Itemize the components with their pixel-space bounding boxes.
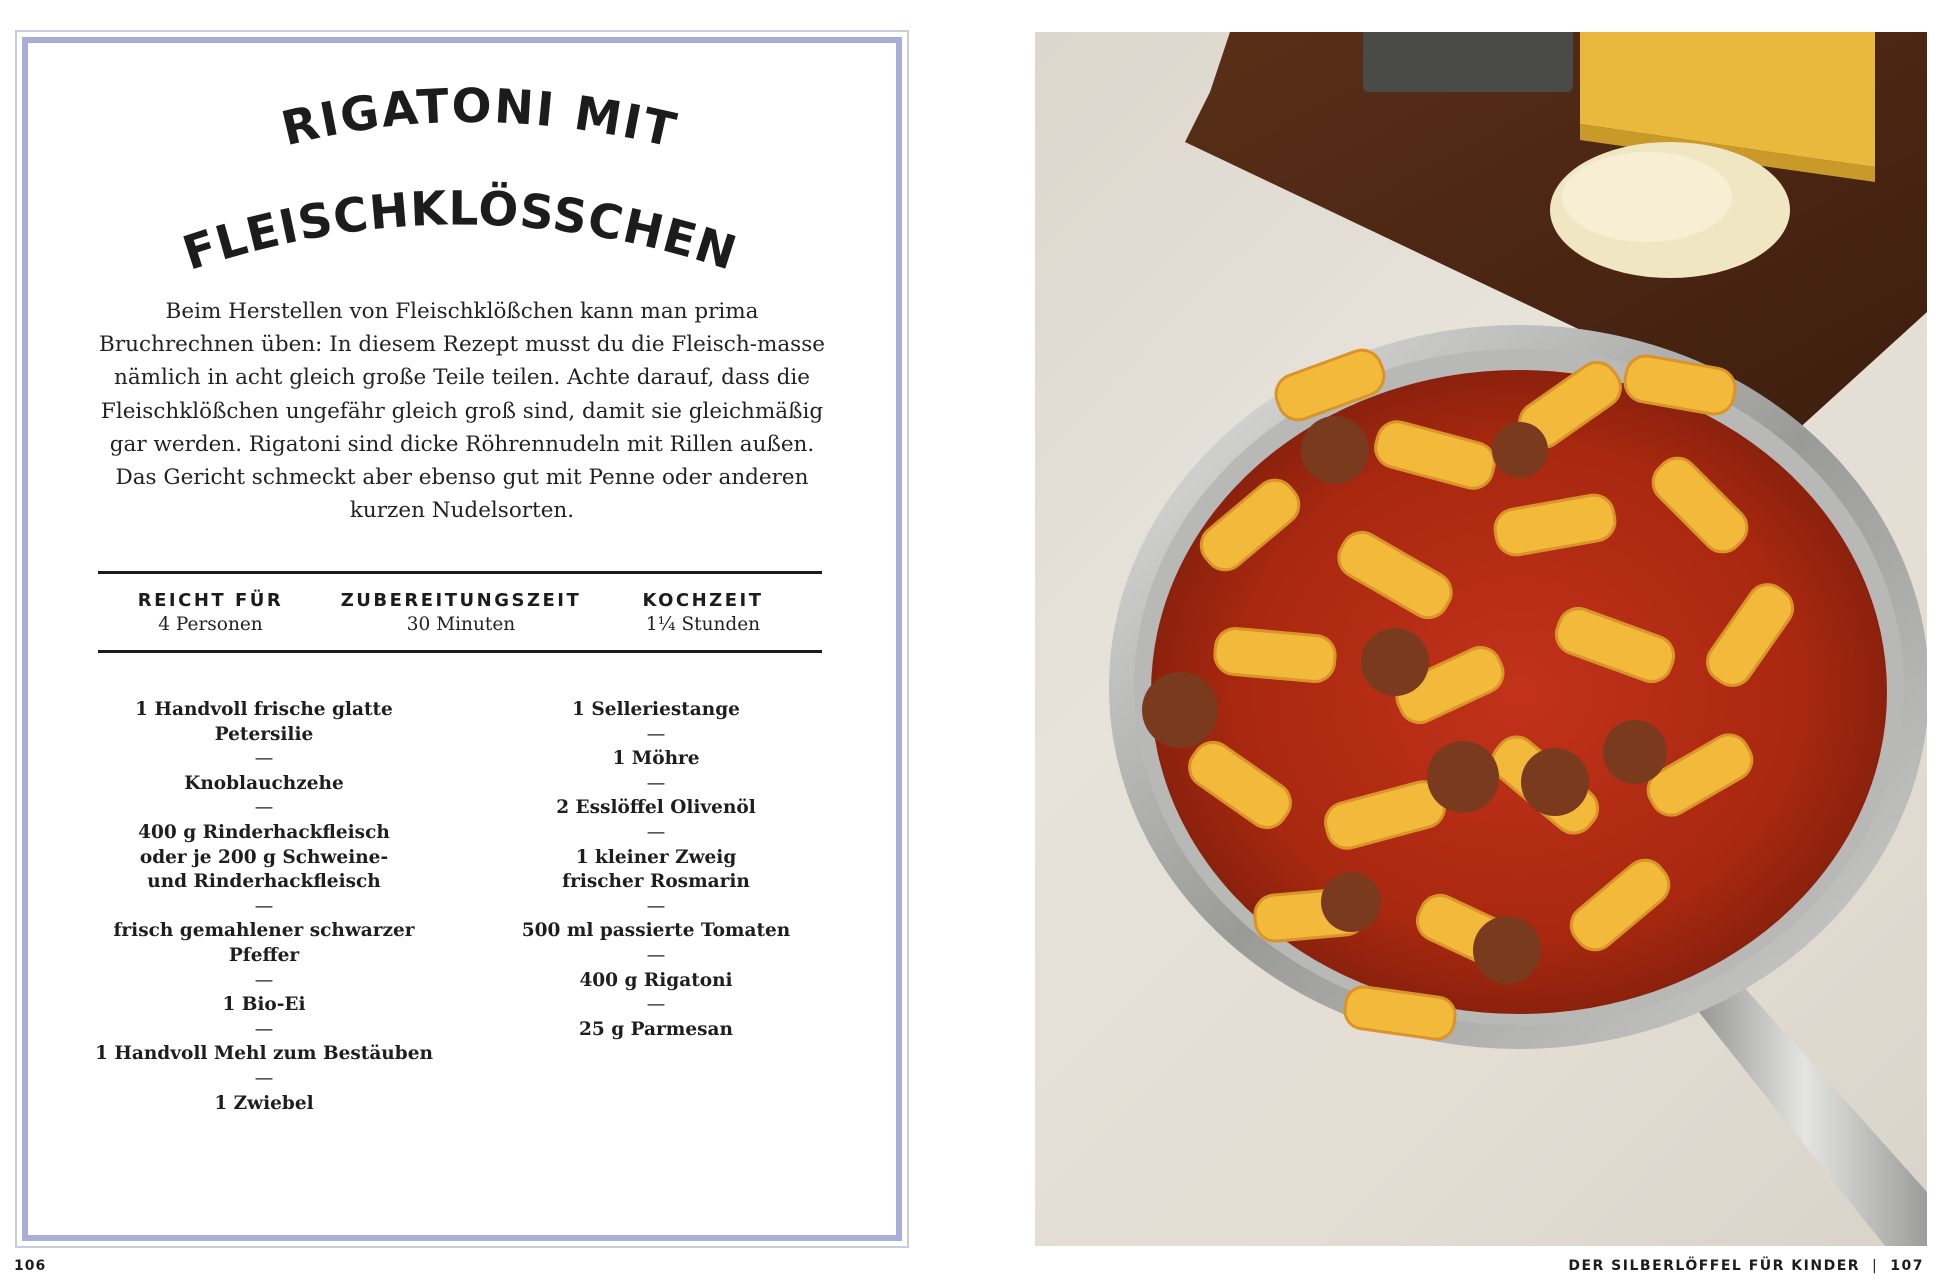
prep-time-label: ZUBEREITUNGSZEIT (340, 590, 582, 611)
food-photo-illustration (1035, 32, 1927, 1246)
right-page-number: 107 (1890, 1258, 1924, 1274)
serves-value: 4 Personen (158, 614, 263, 635)
ingredient-separator: — (646, 821, 666, 843)
recipe-intro: Beim Herstellen von Fleischklößchen kann man prima Bruchrechnen üben: In diesem Rezept musst du die Fleisch-masse nämlich in acht gleich große Teile teilen. Achte darauf, dass die Fleischklößchen ungefähr gleich groß sind, damit sie gleichmäßig gar werden. Rigatoni sind dicke Röhrennudeln mit Rillen außen. Das Gericht schmeckt aber ebenso gut mit Penne oder anderen kurzen Nudelsorten. (99, 299, 825, 524)
left-page (0, 0, 968, 1279)
ingredient-separator: — (646, 895, 666, 917)
ingredient-item: 500 ml passierte Tomaten (521, 920, 791, 942)
ingredient-item: 1 Handvoll frische glatte Petersilie (135, 699, 393, 745)
ingredient-separator: — (646, 772, 666, 794)
info-serves (98, 590, 323, 635)
footer-separator: | (1872, 1258, 1879, 1274)
serves-label: REICHT FÜR (137, 590, 284, 611)
ingredient-item: 2 Esslöffel Olivenöl (556, 797, 756, 819)
ingredient-separator: — (254, 1018, 274, 1040)
ingredients-right-column (488, 698, 824, 1042)
ingredient-item: 1 kleiner Zweig frischer Rosmarin (562, 846, 750, 893)
grater (1363, 32, 1573, 92)
right-page-footer (1568, 1258, 1924, 1274)
info-cook-time (588, 590, 818, 635)
left-page-number: 106 (14, 1258, 47, 1274)
ingredient-item: 400 g Rigatoni (579, 969, 733, 991)
ingredient-item: 1 Bio-Ei (222, 994, 306, 1016)
cook-time-value: 1¼ Stunden (645, 614, 761, 635)
ingredient-item: 1 Selleriestange (572, 699, 740, 720)
ingredient-separator: — (254, 1067, 274, 1089)
info-prep-time (336, 590, 586, 635)
ingredient-item: Knoblauchzehe (184, 772, 344, 794)
ingredient-separator: — (254, 969, 274, 991)
book-title: DER SILBERLÖFFEL FÜR KINDER (1568, 1258, 1861, 1274)
title-line-2: FLEISCHKLÖSSCHEN (176, 181, 744, 282)
ingredient-item: 1 Zwiebel (214, 1092, 314, 1114)
cook-time-label: KOCHZEIT (642, 590, 764, 611)
ingredient-separator: — (254, 797, 274, 819)
ingredient-item: 1 Handvoll Mehl zum Bestäuben (95, 1043, 433, 1065)
pan-handle (1683, 977, 1927, 1246)
title-line-1: RIGATONI MIT (276, 82, 683, 159)
ingredient-separator: — (646, 944, 666, 966)
ingredient-item: 400 g Rinderhackfleisch oder je 200 g Schweine- und Rinderhackfleisch (138, 821, 390, 893)
ingredient-separator: — (646, 994, 666, 1016)
ingredient-separator: — (254, 748, 274, 770)
ingredient-separator: — (254, 895, 274, 917)
food-photo (1035, 32, 1927, 1246)
ingredient-separator: — (646, 723, 666, 745)
ingredient-item: 1 Möhre (612, 748, 700, 770)
ingredient-item: 25 g Parmesan (579, 1018, 733, 1040)
recipe-info-bar (98, 571, 822, 653)
ingredient-item: frisch gemahlener schwarzer Pfeffer (113, 920, 415, 966)
recipe-title (160, 82, 760, 282)
prep-time-value: 30 Minuten (406, 614, 516, 635)
ingredients-left-column (94, 698, 434, 1116)
